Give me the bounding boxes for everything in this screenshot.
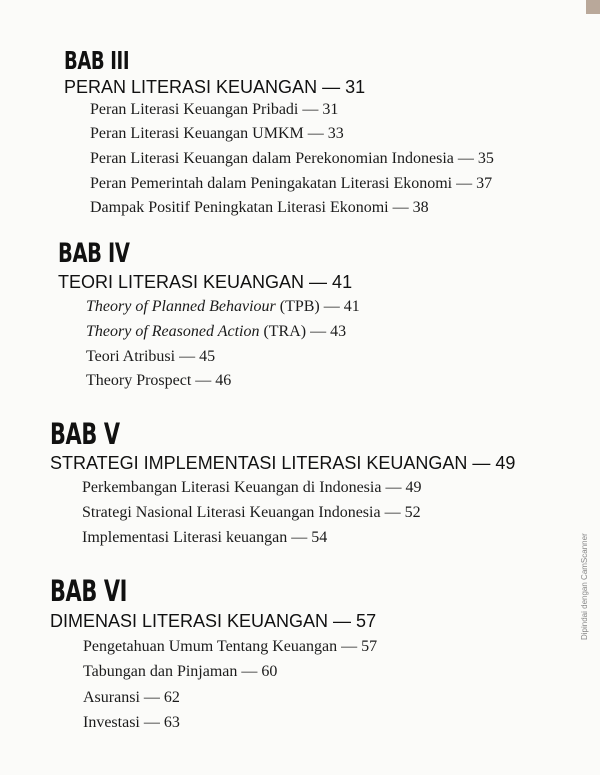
- toc-entry-rest: (TPB) — 41: [275, 298, 360, 315]
- bab-6-heading: BAB VI: [50, 574, 128, 608]
- toc-entry: Dampak Positif Peningkatan Literasi Ekonomi — 38: [90, 199, 429, 216]
- toc-entry: Implementasi Literasi keuangan — 54: [82, 529, 328, 546]
- toc-entry-italic: Theory of Planned Behaviour: [86, 298, 276, 315]
- toc-entry: Peran Literasi Keuangan dalam Perekonomian Indonesia — 35: [90, 150, 494, 167]
- toc-entry: Peran Literasi Keuangan Pribadi — 31: [90, 101, 339, 118]
- toc-entry: Theory Prospect — 46: [86, 372, 232, 389]
- bab-3-chapter-title: PERAN LITERASI KEUANGAN — 31: [64, 77, 366, 97]
- toc-entry: Asuransi — 62: [83, 689, 180, 706]
- bab-3-heading: BAB III: [64, 46, 130, 75]
- bab-5-heading: BAB V: [50, 417, 120, 451]
- toc-entry: Investasi — 63: [83, 714, 180, 731]
- toc-entry: Teori Atribusi — 45: [86, 348, 216, 365]
- toc-entry-rest: (TRA) — 43: [259, 323, 347, 340]
- bab-4-heading: BAB IV: [58, 238, 130, 269]
- bab-4-chapter-title: TEORI LITERASI KEUANGAN — 41: [58, 272, 353, 292]
- bab-6-chapter-title: DIMENASI LITERASI KEUANGAN — 57: [50, 611, 377, 631]
- toc-entry: Strategi Nasional Literasi Keuangan Indonesia — 52: [82, 504, 421, 521]
- toc-entry: Tabungan dan Pinjaman — 60: [83, 663, 278, 680]
- toc-entry-italic: Theory of Reasoned Action: [86, 323, 260, 340]
- toc-entry: Pengetahuan Umum Tentang Keuangan — 57: [83, 638, 378, 655]
- toc-entry: Peran Literasi Keuangan UMKM — 33: [90, 125, 344, 142]
- bab-5-chapter-title: STRATEGI IMPLEMENTASI LITERASI KEUANGAN — 49: [50, 453, 516, 473]
- toc-entry: Peran Pemerintah dalam Peningakatan Literasi Ekonomi — 37: [90, 175, 493, 192]
- toc-entry: [86, 298, 360, 316]
- toc-entry: [86, 323, 346, 341]
- toc-entry: Perkembangan Literasi Keuangan di Indonesia — 49: [82, 479, 422, 496]
- page-corner-shadow: [586, 0, 600, 14]
- scanner-watermark: Dipindai dengan CamScanner: [580, 533, 589, 640]
